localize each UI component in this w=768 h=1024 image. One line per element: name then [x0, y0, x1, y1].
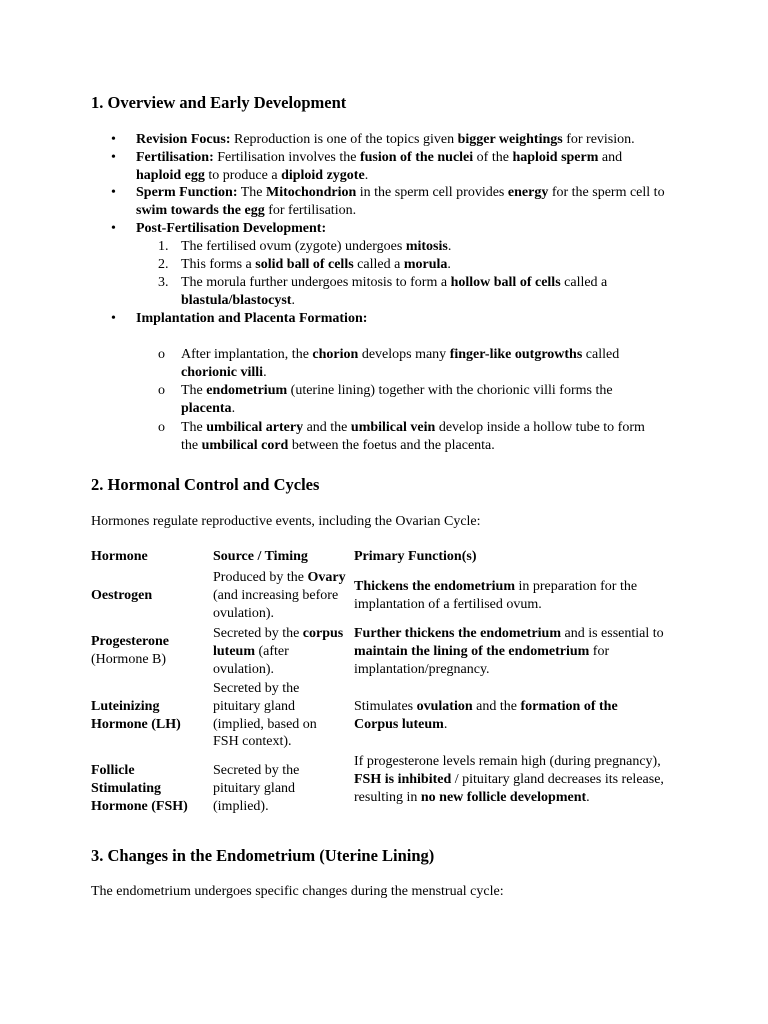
bold-text: Luteinizing Hormone (LH) [91, 699, 181, 732]
step-number: 1. [158, 239, 169, 254]
bullet-text [111, 131, 681, 149]
bullet-marker: • [111, 221, 116, 236]
bold-text: chorionic villi [181, 364, 264, 380]
list-item [158, 346, 678, 382]
text-run: develop inside a hollow tube to form the [181, 420, 645, 453]
text-run: Fertilisation involves the [213, 150, 360, 165]
bold-text: endometrium [206, 383, 288, 398]
table-row-4-source [213, 762, 333, 815]
bold-text: Further thickens the endometrium [354, 626, 561, 641]
bold-text: Follicle Stimulating Hormone (FSH) [91, 763, 188, 814]
text-run: of the [473, 150, 513, 165]
text-run: for revision. [562, 132, 635, 147]
bold-text: mitosis [405, 239, 448, 254]
text-run: The fertilised ovum (zygote) undergoes [181, 239, 406, 254]
section3-intro: The endometrium undergoes specific changes during the menstrual cycle: [91, 884, 504, 899]
text-run: for implantation/pregnancy. [354, 643, 610, 677]
text-run: to produce a [204, 167, 282, 183]
table-row-3-hormone [91, 698, 199, 734]
section1-heading: 1. Overview and Early Development [91, 93, 347, 112]
text-run: If progesterone levels remain high (during pregnancy), [354, 754, 661, 769]
bold-text: hollow ball of cells [450, 275, 561, 290]
text-run: for fertilisation. [264, 202, 357, 218]
list-item [111, 149, 681, 185]
bold-text: placenta [181, 400, 232, 416]
text-run: and [598, 150, 623, 165]
text-run: The [237, 185, 267, 200]
bold-text: Oestrogen [91, 588, 153, 603]
table-row-1-source [213, 569, 353, 622]
table-header-hormone: Hormone [91, 549, 148, 564]
table-row-1-function [354, 578, 679, 614]
list-item [111, 131, 681, 149]
text-run: . [586, 789, 590, 805]
bold-text: formation of the Corpus luteum [354, 699, 618, 732]
list-item [111, 184, 681, 220]
bold-text: haploid egg [136, 167, 205, 183]
bold-text: FSH is inhibited [354, 771, 452, 787]
step-text [158, 256, 678, 274]
bullet-marker: • [111, 132, 116, 147]
section2-intro: Hormones regulate reproductive events, including the Ovarian Cycle: [91, 514, 481, 529]
sub-bullet-marker: o [158, 347, 165, 362]
section2-heading: 2. Hormonal Control and Cycles [91, 475, 320, 494]
text-run: develops many [358, 347, 450, 362]
step-text [158, 274, 656, 310]
text-run: in preparation for the implantation of a fertilised ovum. [354, 579, 638, 612]
sub-bullet-text [158, 419, 656, 455]
table-header-function: Primary Function(s) [354, 549, 477, 564]
list-item [158, 419, 678, 455]
bold-text: Ovary [307, 570, 346, 585]
list-item [158, 274, 678, 310]
bullet-marker: • [111, 185, 116, 200]
section3-heading: 3. Changes in the Endometrium (Uterine Lining) [91, 846, 435, 865]
table-row-3-source [213, 680, 338, 751]
bold-text: Progesterone [91, 634, 170, 649]
text-run: (Hormone B) [91, 651, 167, 667]
bold-text: chorion [312, 347, 359, 362]
table-row-3-function [354, 698, 654, 734]
bold-text: fusion of the nuclei [359, 150, 474, 165]
text-run: Secreted by the pituitary gland (implied). [213, 763, 300, 814]
table-header-source: Source / Timing [213, 549, 308, 564]
bold-text: maintain the lining of the endometrium [354, 643, 590, 659]
text-run: The morula further undergoes mitosis to form a [181, 275, 451, 290]
text-run: called [582, 347, 620, 362]
text-run: Secreted by the [213, 626, 303, 641]
text-run: (uterine lining) together with the chorionic villi forms the [287, 383, 613, 398]
text-run: in the sperm cell provides [356, 185, 508, 200]
text-run: . [231, 400, 236, 416]
list-item [158, 256, 678, 274]
bold-text: umbilical cord [201, 437, 289, 453]
bullet-text [111, 149, 656, 185]
bold-text: energy [507, 185, 549, 200]
text-run: / pituitary gland decreases its release, resulting in [354, 771, 664, 805]
bullet-text [111, 310, 681, 328]
table-row-4-function [354, 753, 664, 806]
bold-text: Fertilisation: [136, 150, 214, 165]
bullet-text [111, 220, 681, 238]
text-run: . [443, 716, 448, 732]
text-run: . [291, 292, 295, 308]
bold-text: corpus luteum [213, 626, 344, 659]
sub-bullet-text [158, 346, 661, 382]
list-item [158, 238, 678, 256]
table-row-1-hormone [91, 587, 206, 605]
sub-bullet-marker: o [158, 383, 165, 398]
bold-text: Implantation and Placenta Formation: [136, 311, 368, 326]
text-run: between the foetus and the placenta. [288, 437, 495, 453]
bold-text: umbilical vein [350, 420, 436, 435]
text-run: and the [303, 420, 351, 435]
bullet-text [111, 184, 671, 220]
bold-text: diploid zygote [281, 167, 365, 183]
step-number: 2. [158, 257, 169, 272]
step-text [158, 238, 678, 256]
bold-text: ovulation [416, 699, 473, 714]
step-number: 3. [158, 275, 169, 290]
bold-text: Sperm Function: [136, 185, 238, 200]
list-item [111, 220, 681, 238]
bold-text: Mitochondrion [266, 185, 357, 200]
text-run: Produced by the [213, 570, 308, 585]
text-run: for the sperm cell to [548, 185, 665, 200]
list-item [111, 310, 681, 328]
bold-text: bigger weightings [457, 132, 563, 147]
text-run: called a [560, 275, 608, 290]
bold-text: blastula/blastocyst [181, 292, 292, 308]
text-run: Reproduction is one of the topics given [230, 132, 458, 147]
list-item [158, 382, 678, 418]
text-run: (and increasing before ovulation). [213, 587, 339, 621]
text-run: Secreted by the pituitary gland (implied, based on FSH context). [213, 681, 317, 750]
bold-text: finger-like outgrowths [449, 347, 583, 362]
text-run: . [263, 364, 267, 380]
table-row-2-function [354, 625, 679, 678]
text-run: and is essential to [561, 626, 664, 641]
table-row-4-hormone [91, 762, 201, 815]
table-row-2-source [213, 625, 353, 678]
text-run: The [181, 383, 207, 398]
text-run: This forms a [181, 257, 256, 272]
text-run: . [364, 167, 369, 183]
table-row-2-hormone [91, 633, 191, 669]
text-run: After implantation, the [181, 347, 313, 362]
sub-bullet-text [158, 382, 656, 418]
text-run: . [447, 239, 452, 254]
bold-text: umbilical artery [206, 420, 304, 435]
text-run: and the [472, 699, 521, 714]
text-run: called a [353, 257, 404, 272]
text-run: . [447, 257, 451, 272]
bold-text: Revision Focus: [136, 132, 231, 147]
bullet-marker: • [111, 311, 116, 326]
bold-text: Thickens the endometrium [354, 579, 515, 594]
text-run: (after ovulation). [213, 643, 289, 677]
sub-bullet-marker: o [158, 420, 165, 435]
bold-text: no new follicle development [420, 789, 587, 805]
text-run: The [181, 420, 207, 435]
bullet-marker: • [111, 150, 116, 165]
bold-text: swim towards the egg [136, 202, 265, 218]
bold-text: haploid sperm [512, 150, 599, 165]
bold-text: solid ball of cells [255, 257, 354, 272]
text-run: Stimulates [354, 699, 417, 714]
bold-text: morula [403, 257, 448, 272]
bold-text: Post-Fertilisation Development: [136, 221, 327, 236]
